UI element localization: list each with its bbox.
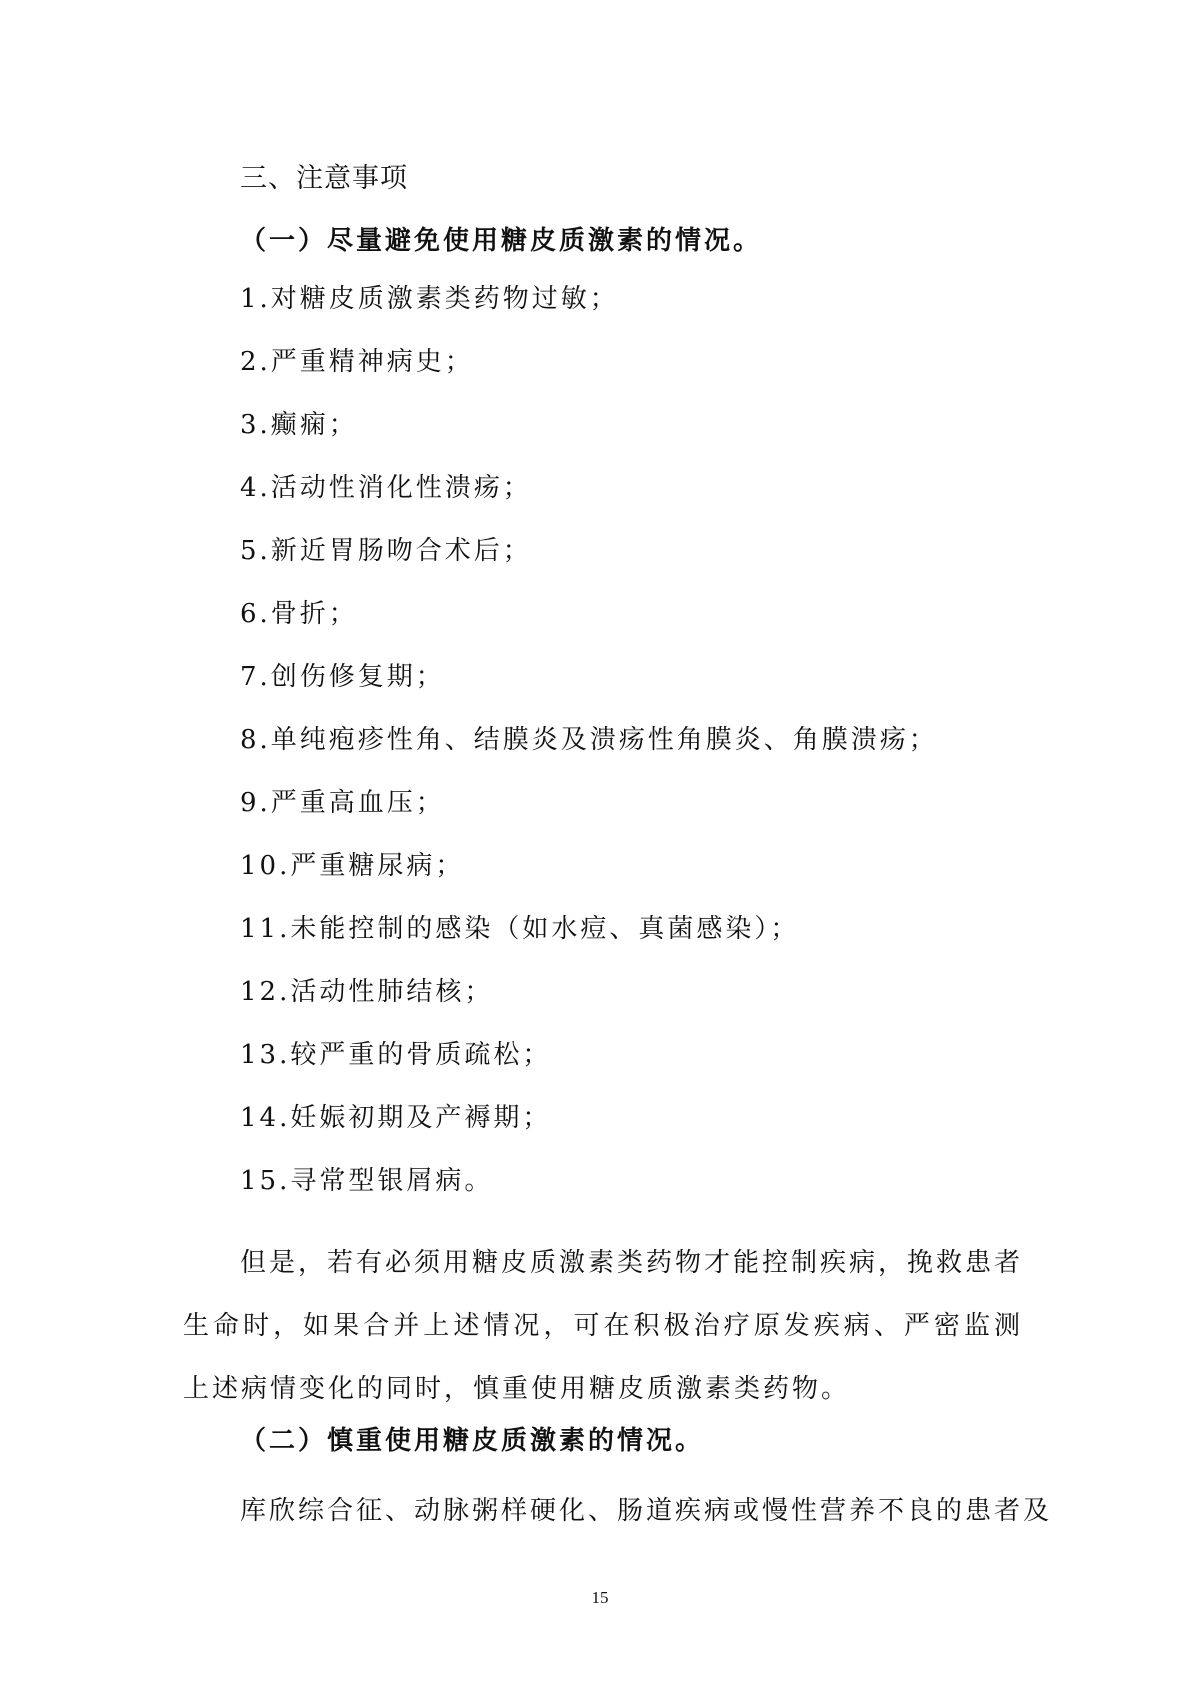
list-item: 8.单纯疱疹性角、结膜炎及溃疡性角膜炎、角膜溃疡； <box>240 725 938 755</box>
list-item: 4.活动性消化性溃疡； <box>240 473 532 503</box>
exception-paragraph: 但是，若有必须用糖皮质激素类药物才能控制疾病，挽救患者生命时，如果合并上述情况，可在积极治疗原发疾病、严密监测上述病情变化的同时，慎重使用糖皮质激素类药物。 <box>183 1248 1024 1404</box>
subsection-heading-2: （二）慎重使用糖皮质激素的情况。 <box>240 1426 705 1456</box>
subsection-heading-1: （一）尽量避免使用糖皮质激素的情况。 <box>240 226 763 256</box>
list-item: 9.严重高血压； <box>240 788 445 818</box>
list-item: 15.寻常型银屑病。 <box>240 1166 494 1196</box>
page-number: 15 <box>591 1588 609 1607</box>
list-item: 12.活动性肺结核； <box>240 977 494 1007</box>
list-item: 14.妊娠初期及产褥期； <box>240 1103 552 1133</box>
caution-paragraph: 库欣综合征、动脉粥样硬化、肠道疾病或慢性营养不良的患者及 <box>240 1496 1053 1526</box>
list-item: 6.骨折； <box>240 599 358 629</box>
list-item: 13.较严重的骨质疏松； <box>240 1040 552 1070</box>
contraindication-list <box>240 284 938 1229</box>
list-item: 7.创伤修复期； <box>240 662 445 692</box>
list-item: 2.严重精神病史； <box>240 347 474 377</box>
list-item: 1.对糖皮质激素类药物过敏； <box>240 284 619 314</box>
list-item: 10.严重糖尿病； <box>240 851 465 881</box>
section-title: 三、注意事项 <box>240 163 408 194</box>
list-item: 11.未能控制的感染（如水痘、真菌感染）； <box>240 914 800 944</box>
list-item: 3.癫痫； <box>240 410 358 440</box>
list-item: 5.新近胃肠吻合术后； <box>240 536 532 566</box>
